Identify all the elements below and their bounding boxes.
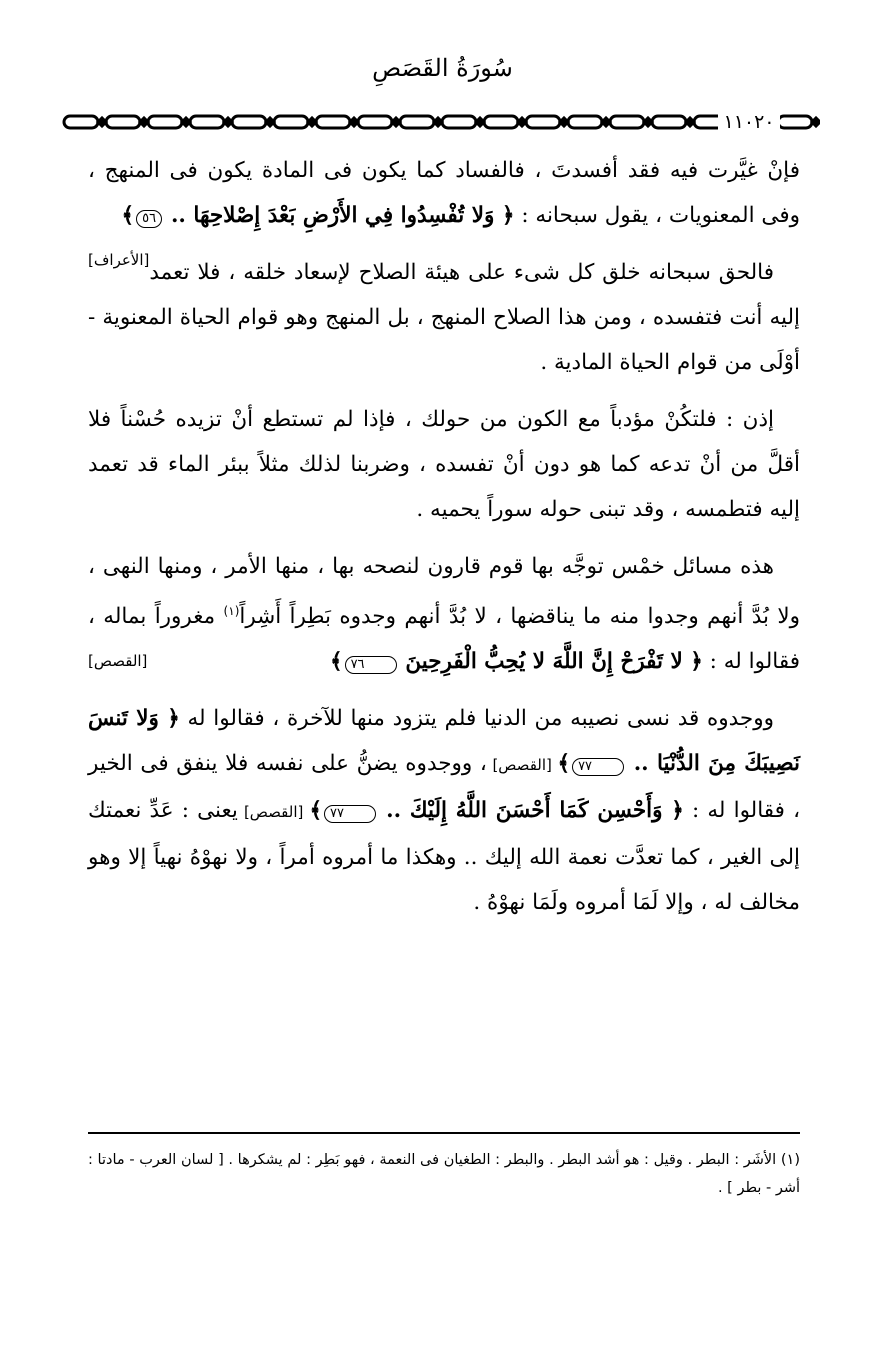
ornament-link [778,116,812,128]
ornament-link [610,116,644,128]
surah-reference: [القصص] [486,756,558,775]
ornament-border [60,110,820,134]
ornament-link [358,116,392,128]
text: يعنى : عَدِّ نعمتك إلى الغير ، كما تعدَّت نعمة الله إليك .. وهكذا ما أمروه أمراً ، ولا نهوْهُ نهياً إلا وهو مخالف له ، وإلا لَمَا أمروه ولَمَا نهوْهُ . [88,798,800,916]
paragraph-2: فالحق سبحانه خلق كل شىء على هيئة الصلاح لإسعاد خلقه ، فلا تعمد إليه أنت فتفسده ، ومن هذا الصلاح المنهج ، بل المنهج وهو قوام الحياة المعنوية - أوْلَى من قوام الحياة المادية . [88,260,800,375]
surah-reference: [القصص] [237,803,310,822]
verse-number: ٧٧ [324,805,376,823]
verse-number: ٧٧ [572,758,624,776]
surah-reference: [الأعراف] [88,251,150,269]
quran-verse: ﴿ وَأَحْسِن كَمَا أَحْسَنَ اللَّهُ إِلَيْكَ .. [386,798,684,824]
ornament-link [652,116,686,128]
footnote-divider [88,1132,800,1134]
text: ، ووجدوه يضنُّ على نفسه فلا ينفق فى الخير ، فقالوا له : [88,751,801,824]
paragraph-3: إذن : فلتكُنْ مؤدباً مع الكون من حولك ، فإذا لم تستطع أنْ تزيده حُسْناً فلا أقلَّ من أنْ تدعه كما هو دون أنْ تفسده ، وضربنا لذلك مثلاً ببئر الماء قد تعمد إليه فتطمسه ، وقد تبنى حوله سوراً يحميه . [88,407,800,522]
ornament-link [148,116,182,128]
paragraph-4 [88,544,800,684]
quran-verse: ﴿ وَلا تَنسَ نَصِيبَكَ مِنَ الدُّنْيَا .. [88,706,800,777]
verse-number: ٥٦ [136,210,162,228]
ornament-link [442,116,476,128]
ornament-link [232,116,266,128]
paragraph-5 [88,696,800,925]
footnote: (١) الأشَر : البطر . وقيل : هو أشد البطر . والبطر : الطغيان فى النعمة ، فهو بَطِر : لم يشكرها . [ لسان العرب - مادتا : أشر - بطر ] . [88,1152,800,1196]
quran-bracket: ﴾ [309,798,323,824]
surah-title: سُورَةُ القَصَصِ [372,54,513,82]
paragraph-1 [88,148,800,269]
quran-verse: ﴿ وَلا تُفْسِدُوا فِي الأَرْضِ بَعْدَ إِصْلاحِهَا .. [170,203,515,228]
ornament-link [568,116,602,128]
text: فإنْ غيَّرت فيه فقد أفسدتَ ، فالفساد كما يكون فى المادة يكون فى المنهج ، وفى المعنويات ، يقول سبحانه : [88,158,800,228]
quran-bracket: ﴾ [329,649,343,675]
page-number: ١١٠٢٠ [718,110,780,134]
ornament-diamond [812,118,820,126]
ornament-link [106,116,140,128]
ornament-link [64,116,98,128]
ornament-link [400,116,434,128]
main-text [88,148,800,937]
quran-bracket: ﴾ [557,751,571,777]
quran-bracket: ﴾ [121,203,135,228]
verse-number: ٧٦ [345,656,397,674]
ornament-link [190,116,224,128]
ornament-link [526,116,560,128]
ornament-link [316,116,350,128]
text: هذه مسائل خمْس توجَّه بها قوم قارون لنصحه بها ، منها الأمر ، ومنها النهى ، ولا بُدَّ أنهم وجدوا منه ما يناقضها ، لا بُدَّ أنهم وجدوه بَطِراً أَشِراً [88,554,800,630]
quran-verse: ﴿ لا تَفْرَحْ إِنَّ اللَّهَ لا يُحِبُّ الْفَرِحِينَ [405,649,703,675]
surah-reference: [القصص] [88,652,148,671]
footnote-ref[interactable]: (١) [223,604,240,618]
ornament-link [484,116,518,128]
text: ووجدوه قد نسى نصيبه من الدنيا فلم يتزود منها للآخرة ، فقالوا له [179,706,774,732]
ornament-link [274,116,308,128]
text: مغروراً بماله ، فقالوا له : [88,604,800,675]
